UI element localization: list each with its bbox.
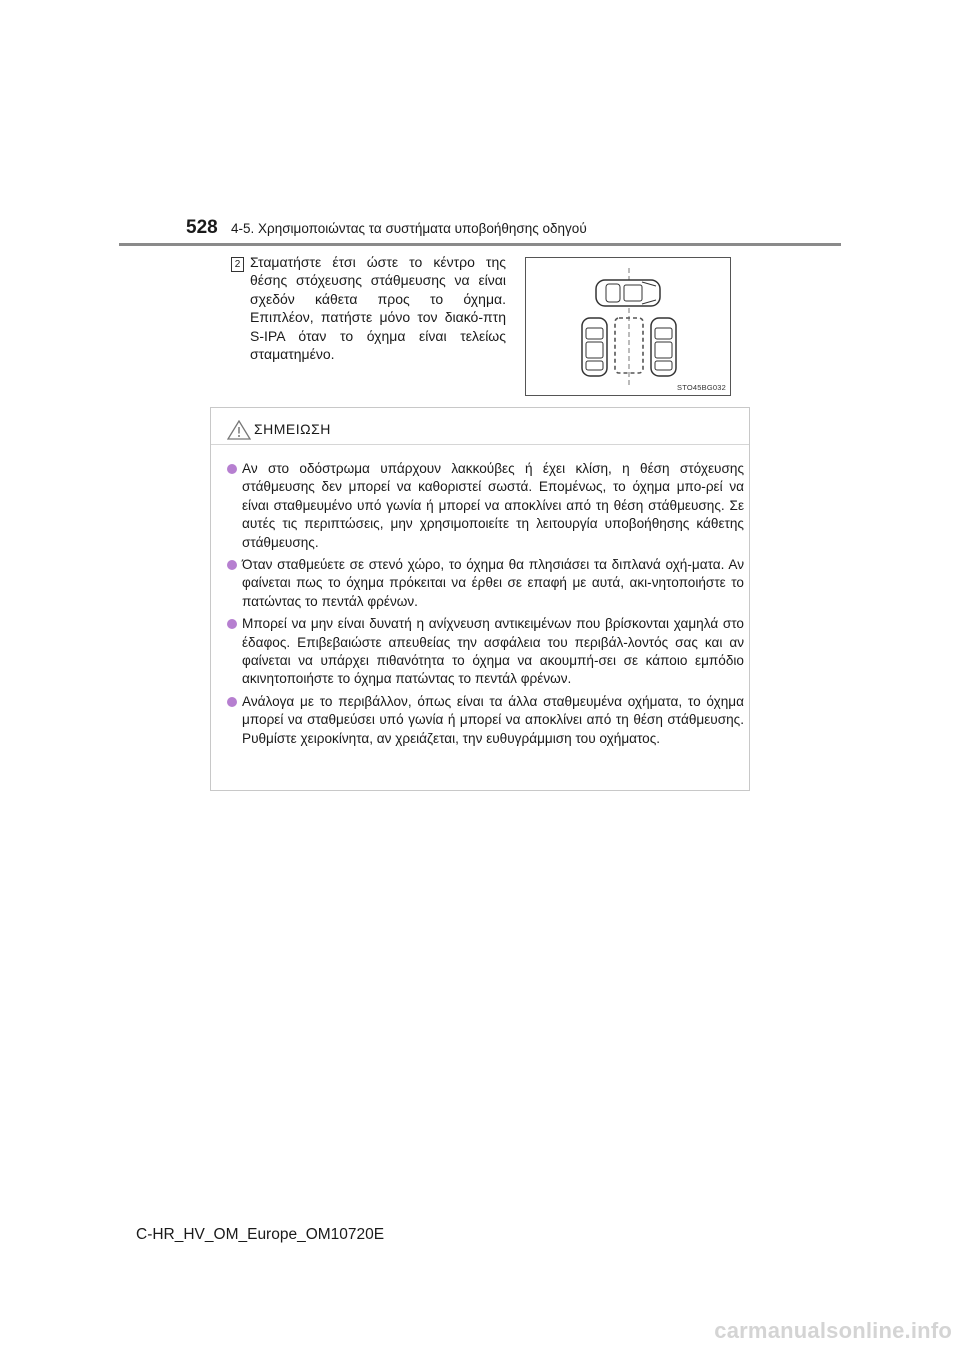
step-number-badge: 2: [231, 257, 244, 272]
page-number: 528: [186, 217, 218, 238]
note-list: [227, 460, 744, 752]
parking-diagram-icon: [526, 258, 732, 397]
bullet-dot-icon: [227, 464, 237, 474]
right-parked-vehicle-icon: [651, 318, 676, 376]
header-divider: [119, 243, 841, 246]
section-title: 4-5. Χρησιμοποιώντας τα συστήματα υποβοήθησης οδηγού: [231, 221, 587, 236]
note-title: ΣΗΜΕΙΩΣΗ: [254, 421, 331, 437]
step-instruction-text: Σταματήστε έτσι ώστε το κέντρο της θέσης στόχευσης στάθμευσης να είναι σχεδόν κάθετα προς το όχημα. Επιπλέον, πατήστε μόνο τον διακό-πτη S-IPA όταν το όχημα είναι τελείως σταματημένο.: [250, 254, 506, 363]
note-item-text: Μπορεί να μην είναι δυνατή η ανίχνευση αντικειμένων που βρίσκονται χαμηλά στο έδαφος. Επιβεβαιώστε απευθείας την ασφάλεια του περιβάλ-λοντός σας και αν φαίνεται να υπάρχει πιθανότητα το όχημα να ακουμπή-σει σε κάποιο εμπόδιο ακινητοποιήστε το όχημα πατώντας το πεντάλ φρένων.: [242, 616, 744, 687]
list-item: [227, 556, 744, 611]
bullet-dot-icon: [227, 619, 237, 629]
host-vehicle-icon: [596, 280, 660, 306]
note-item-text: Όταν σταθμεύετε σε στενό χώρο, το όχημα θα πλησιάσει τα διπλανά οχή-ματα. Αν φαίνεται πως το όχημα πρόκειται να έρθει σε επαφή με αυτά, ακι-νητοποιήστε το πατώντας το πεντάλ φρένων.: [242, 557, 744, 609]
list-item: [227, 615, 744, 689]
note-item-text: Ανάλογα με το περιβάλλον, όπως είναι τα άλλα σταθμευμένα οχήματα, το όχημα μπορεί να σταθμεύσει υπό γωνία ή μπορεί να αποκλίνει από τη θέση στάθμευσης. Ρυθμίστε χειροκίνητα, αν χρειάζεται, την ευθυγράμμιση του οχήματος.: [242, 693, 744, 746]
left-parked-vehicle-icon: [582, 318, 607, 376]
list-item: [227, 460, 744, 552]
bullet-dot-icon: [227, 560, 237, 570]
bullet-dot-icon: [227, 697, 237, 707]
note-box: [210, 407, 750, 791]
list-item: [227, 693, 744, 748]
note-header: [211, 408, 749, 445]
watermark: carmanualsonline.info: [714, 1318, 952, 1343]
note-item-text: Αν στο οδόστρωμα υπάρχουν λακκούβες ή έχει κλίση, η θέση στόχευσης στάθμευσης δεν μπορεί να καθοριστεί σωστά. Επομένως, το όχημα μπο-ρεί να είναι σταθμευμένο υπό γωνία ή μπορεί να αποκλίνει από τη θέση στάθμευσης. Σε αυτές τις περιπτώσεις, μην χρησιμοποιείτε τη λειτουργία υποβοήθησης κάθετης στάθμευσης.: [242, 461, 744, 550]
illustration-code: STO45BG032: [677, 383, 726, 392]
warning-triangle-icon: [227, 420, 251, 440]
document-code: C-HR_HV_OM_Europe_OM10720E: [136, 1226, 385, 1243]
parking-illustration: [525, 257, 731, 396]
